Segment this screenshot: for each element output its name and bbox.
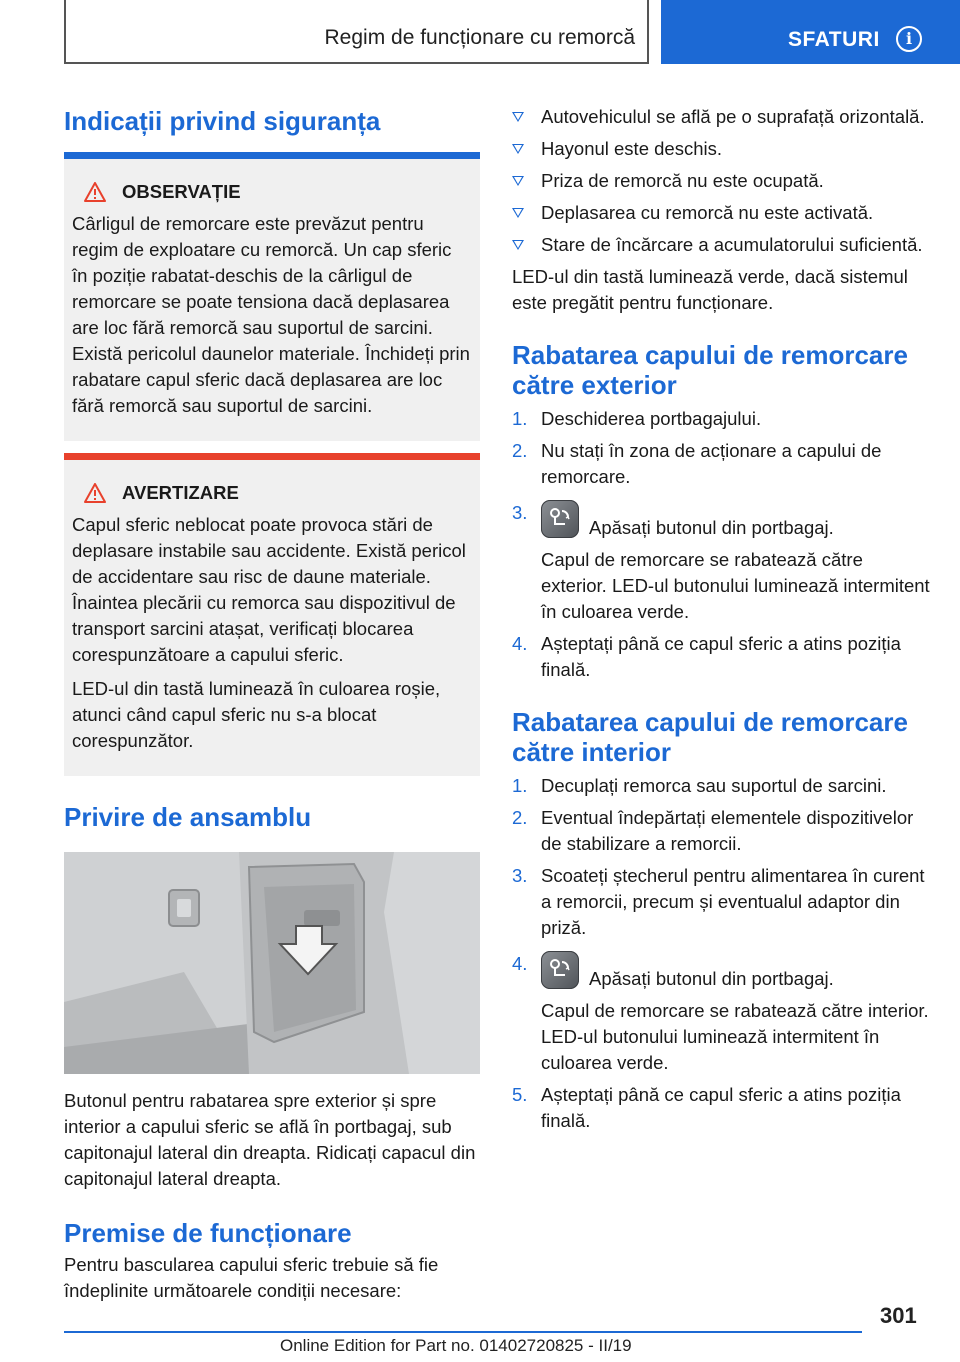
warning-text: Capul sferic neblocat poate provoca stări de deplasare instabile sau accidente. Există pericol de accidentare sau risc de daune materiale. Înaintea plecării cu remorca sau dispozitivul de transport sarcini atașat, verificați blocarea corespunzătoare a capului sferic. [72, 514, 466, 665]
condition-text: Stare de încărcare a acumulatorului suficientă. [541, 234, 923, 255]
list-item [512, 200, 932, 226]
warning-led-text: LED-ul din tastă luminează în culoarea roșie, atunci când capul sferic nu s-a blocat corespunzător. [72, 678, 441, 751]
warning-triangle-icon [84, 483, 106, 503]
list-item [512, 951, 932, 1076]
note-header [84, 179, 470, 205]
step-number: 3. [512, 502, 528, 523]
step-number: 1. [512, 775, 528, 796]
list-item [512, 168, 932, 194]
step-text: Nu stați în zona de acționare a capului de remorcare. [541, 440, 882, 487]
list-item [512, 232, 932, 258]
led-ready-text: LED-ul din tastă luminează verde, dacă sistemul este pregătit pentru funcționare. [512, 266, 908, 313]
right-column [512, 104, 932, 1140]
list-item [512, 104, 932, 130]
list-item [512, 863, 932, 941]
step-text: Apăsați butonul din portbagaj. [589, 968, 834, 989]
step-text: Așteptați până ce capul sferic a atins poziția finală. [541, 1084, 901, 1131]
step-text: Apăsați butonul din portbagaj. [589, 517, 834, 538]
overview-text: Butonul pentru rabatarea spre exterior și spre interior a capului sferic se află în portbagaj, sub capitonajul lateral din dreapta. Ridicați capacul din capitonajul lateral dreapta. [64, 1090, 476, 1189]
tow-hitch-button-icon [541, 500, 579, 538]
heading-divider [64, 152, 480, 159]
footer-divider [64, 1331, 862, 1333]
safety-heading: Indicații privind siguranța [64, 106, 381, 136]
step-subtext: Capul de remorcare se rabatează către exterior. LED-ul butonului luminează intermitent în culoarea verde. [541, 549, 930, 622]
header-section-box [64, 0, 649, 64]
overview-heading: Privire de ansamblu [64, 802, 312, 832]
bullet-triangle-icon [512, 112, 524, 122]
bullet-triangle-icon [512, 144, 524, 154]
note-text: Cârligul de remorcare este prevăzut pentru regim de exploatare cu remorcă. Un cap sferic în poziție rabatat-deschis de la cârligul de remorcare se poate tensiona dacă deplasarea are loc fără remorcă sau suportul de sarcini. Există pericolul daunelor materiale. Închideți prin rabatare capul sferic dacă deplasarea are loc fără remorcă sau suportul de sarcini. [72, 213, 470, 416]
step-subtext: Capul de remorcare se rabatează către interior. LED-ul butonului luminează intermitent în culoarea verde. [541, 1000, 929, 1073]
tab-label: SFATURI [788, 28, 880, 51]
info-icon: i [896, 26, 922, 52]
warning-triangle-icon [84, 182, 106, 202]
step-number: 4. [512, 633, 528, 654]
warning-title: AVERTIZARE [122, 482, 239, 503]
step-text: Decuplați remorca sau suportul de sarcini. [541, 775, 887, 796]
list-item [512, 631, 932, 683]
conditions-list [512, 104, 932, 258]
step-number: 4. [512, 953, 528, 974]
step-number: 1. [512, 408, 528, 429]
step-number: 5. [512, 1084, 528, 1105]
step-text: Scoateți ștecherul pentru alimentarea în curent a remorcii, precum și eventualul adaptor din priză. [541, 865, 925, 938]
list-item [512, 1082, 932, 1134]
fold-out-steps [512, 406, 932, 683]
condition-text: Hayonul este deschis. [541, 138, 722, 159]
section-title: Regim de funcționare cu remorcă [324, 26, 635, 49]
note-box [64, 159, 480, 441]
warning-box [64, 460, 480, 776]
step-text: Deschiderea portbagajului. [541, 408, 762, 429]
tab-sfaturi[interactable] [661, 0, 960, 64]
left-column [64, 100, 480, 1304]
list-item [512, 773, 932, 799]
edition-text: Online Edition for Part no. 01402720825 - II/19 [280, 1336, 632, 1355]
fold-out-heading: Rabatarea capului de remorcare către exterior [512, 340, 908, 400]
step-number: 2. [512, 807, 528, 828]
trunk-illustration [64, 852, 480, 1074]
step-number: 2. [512, 440, 528, 461]
warning-header [84, 480, 470, 506]
list-item [512, 136, 932, 162]
prereq-heading: Premise de funcționare [64, 1218, 352, 1248]
step-text: Așteptați până ce capul sferic a atins poziția finală. [541, 633, 901, 680]
list-item [512, 500, 932, 625]
trunk-photo [64, 852, 480, 1074]
fold-in-steps [512, 773, 932, 1134]
list-item [512, 438, 932, 490]
list-item [512, 406, 932, 432]
condition-text: Deplasarea cu remorcă nu este activată. [541, 202, 874, 223]
step-number: 3. [512, 865, 528, 886]
bullet-triangle-icon [512, 240, 524, 250]
step-text: Eventual îndepărtați elementele dispozitivelor de stabilizare a remorcii. [541, 807, 914, 854]
warning-divider [64, 453, 480, 460]
bullet-triangle-icon [512, 208, 524, 218]
note-title: OBSERVAȚIE [122, 181, 241, 202]
condition-text: Autovehiculul se află pe o suprafață orizontală. [541, 106, 925, 127]
page-number: 301 [880, 1303, 917, 1328]
list-item [512, 805, 932, 857]
tow-hitch-button-icon [541, 951, 579, 989]
prereq-text: Pentru bascularea capului sferic trebuie să fie îndeplinite următoarele condiții necesare: [64, 1254, 439, 1301]
condition-text: Priza de remorcă nu este ocupată. [541, 170, 824, 191]
bullet-triangle-icon [512, 176, 524, 186]
fold-in-heading: Rabatarea capului de remorcare către interior [512, 707, 908, 767]
